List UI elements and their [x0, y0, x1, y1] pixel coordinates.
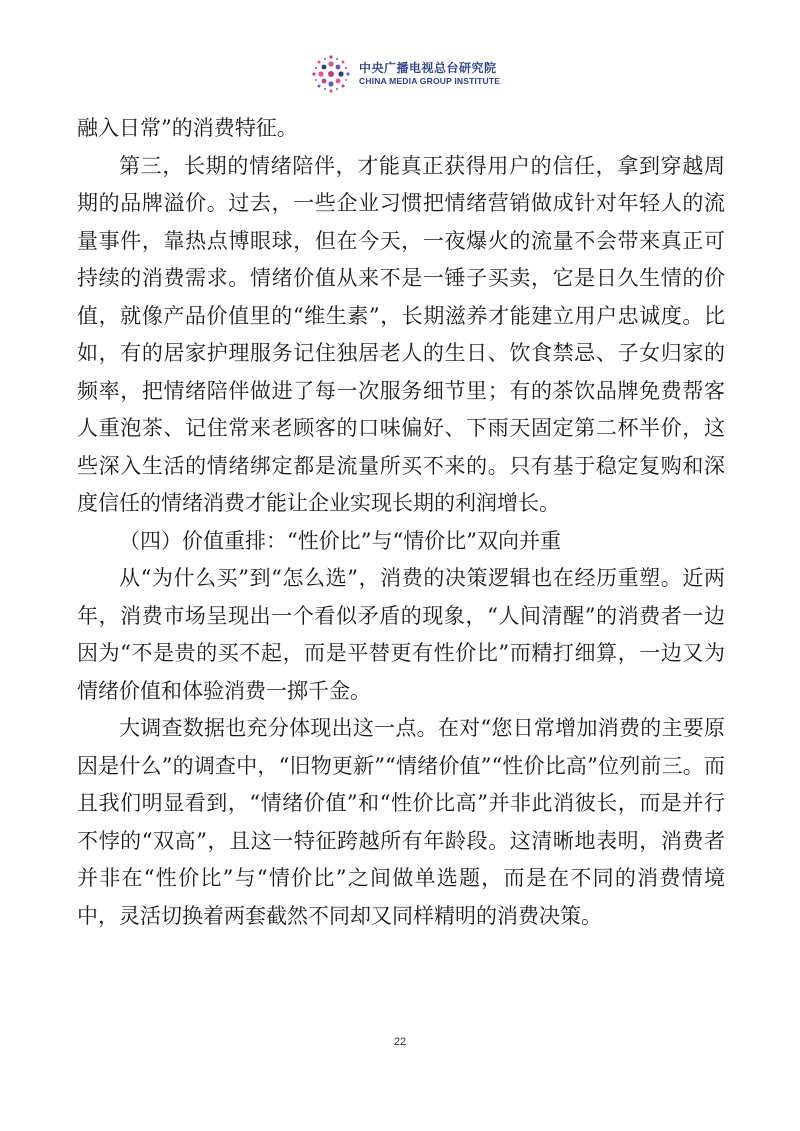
section-heading: （四）价值重排：“性价比”与“情价比”双向并重 [119, 528, 561, 553]
org-name-cn: 中央广播电视总台研究院 [359, 61, 497, 75]
paragraph-survey-data: 大调查数据也充分体现出这一点。在对“您日常增加消费的主要原因是什么”的调查中，“旧物更新”“情绪价值”“性价比高”位列前三。而且我们明显看到，“情绪价值”和“性价比高”并非此消彼长，而是并行不悖的“双高”，且这一特征跨越所有年龄段。这清晰地表明，消费者并非在“性价比”与“情价比”之间做单选题，而是在不同的消费情境中，灵活切换着两套截然不同却又同样精明的消费决策。 [77, 716, 725, 928]
paragraph-decision-logic: 从“为什么买”到“怎么选”，消费的决策逻辑也在经历重塑。近两年，消费市场呈现出一个看似矛盾的现象，“人间清醒”的消费者一边因为“不是贵的买不起，而是平替更有性价比”而精打细算，一边又为情绪价值和体验消费一掷千金。 [77, 566, 725, 703]
paragraph-long-term-companionship: 第三，长期的情绪陪伴，才能真正获得用户的信任，拿到穿越周期的品牌溢价。过去，一些企业习惯把情绪营销做成针对年轻人的流量事件，靠热点博眼球，但在今天，一夜爆火的流量不会带来真正可持续的消费需求。情绪价值从来不是一锤子买卖，它是日久生情的价值，就像产品价值里的“维生素”，长期滋养才能建立用户忠诚度。比如，有的居家护理服务记住独居老人的生日、饮食禁忌、子女归家的频率，把情绪陪伴做进了每一次服务细节里；有的茶饮品牌免费帮客人重泡茶、记住常来老顾客的口味偏好、下雨天固定第二杯半价，这些深入生活的情绪绑定都是流量所买不来的。只有基于稳定复购和深度信任的情绪消费才能让企业实现长期的利润增长。 [77, 153, 725, 515]
cmg-institute-logo-icon [309, 52, 353, 96]
document-header [309, 52, 500, 96]
page-number: 22 [393, 1036, 407, 1048]
paragraph-continuation: 融入日常”的消费特征。 [77, 116, 298, 140]
org-name-block [359, 61, 500, 87]
document-body [77, 110, 725, 935]
org-name-en: CHINA MEDIA GROUP INSTITUTE [359, 76, 501, 86]
